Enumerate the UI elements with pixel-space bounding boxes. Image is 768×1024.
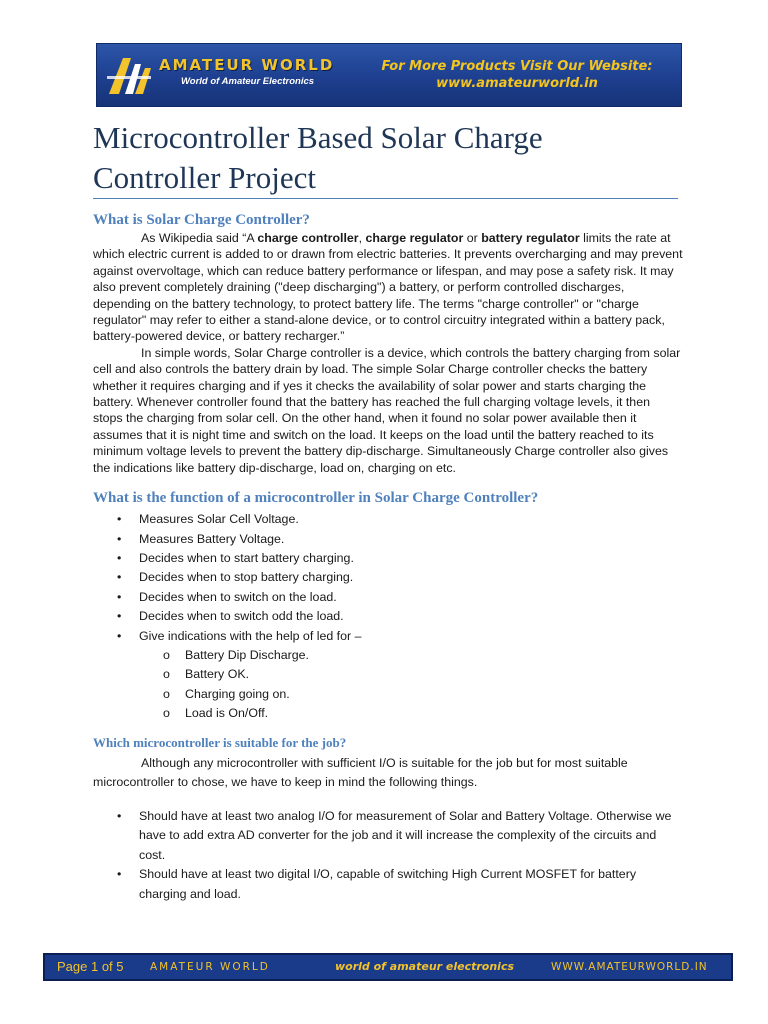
amateur-world-logo-icon bbox=[105, 54, 153, 98]
sublist-item bbox=[93, 665, 683, 684]
footer-url-link[interactable]: WWW.AMATEURWORLD.IN bbox=[551, 961, 708, 973]
paragraph-simple-words: In simple words, Solar Charge controller is a device, which controls the battery charging from solar cell and also controls the battery drain by load. The simple Solar Charge controller checks the battery whether it requires charging and if yes it checks the availability of solar power and starts charging the battery. Whenever controller found that the battery has reached the full charging voltage levels, it then stops the charging from solar cell. On the other hand, when it found no solar power available then it assumes that it is night time and switch on the load. It keeps on the load until the battery reached to its minimum voltage levels to prevent the battery dip-discharge. Simultaneously Charge controller also gives the indications like battery dip-discharge, load on, charging on etc. bbox=[93, 345, 681, 475]
page-number: Page 1 of 5 bbox=[57, 959, 124, 974]
list-item bbox=[93, 510, 683, 529]
list-item bbox=[93, 607, 683, 626]
sublist-item bbox=[93, 646, 683, 665]
circle-bullet-icon: o bbox=[163, 647, 170, 662]
paragraph-definition bbox=[93, 230, 683, 345]
list-item-text: Give indications with the help of led for – bbox=[139, 628, 362, 643]
footer-brand: AMATEUR WORLD bbox=[150, 961, 270, 973]
page-footer bbox=[43, 953, 733, 981]
list-item bbox=[93, 627, 683, 724]
list-item-text: Decides when to switch odd the load. bbox=[139, 609, 344, 624]
promo-url-link[interactable]: www.amateurworld.in bbox=[436, 76, 598, 91]
bullet-icon: • bbox=[117, 570, 122, 585]
text-span: or bbox=[463, 231, 482, 245]
page-title bbox=[93, 118, 693, 198]
bullet-icon: • bbox=[117, 589, 122, 604]
indication-sublist bbox=[93, 646, 683, 724]
bullet-icon: • bbox=[117, 531, 122, 546]
banner-brand: AMATEUR WORLD bbox=[159, 56, 335, 74]
sublist-item-text: Battery OK. bbox=[185, 667, 250, 682]
bullet-icon: • bbox=[117, 550, 122, 565]
function-list bbox=[93, 510, 683, 723]
list-item-text: Measures Battery Voltage. bbox=[139, 531, 285, 546]
bullet-icon: • bbox=[117, 867, 122, 882]
bold-term: charge controller bbox=[257, 231, 359, 245]
list-item-text: Should have at least two digital I/O, capable of switching High Current MOSFET for battery charging and load. bbox=[139, 867, 637, 901]
title-line-2: Controller Project bbox=[93, 160, 316, 195]
document-body bbox=[93, 210, 683, 904]
section-heading-which-mcu: Which microcontroller is suitable for the job? bbox=[93, 734, 347, 750]
paragraph-mcu-choice: Although any microcontroller with sufficient I/O is suitable for the job but for most suitable microcontroller to chose, we have to keep in mind the following things. bbox=[93, 755, 628, 790]
title-line-1: Microcontroller Based Solar Charge bbox=[93, 120, 543, 155]
list-item bbox=[93, 549, 683, 568]
text-span: As Wikipedia said “A bbox=[141, 231, 258, 245]
list-item-text: Decides when to start battery charging. bbox=[139, 550, 354, 565]
promo-line-1: For More Products Visit Our Website: bbox=[381, 59, 653, 74]
list-item bbox=[93, 530, 683, 549]
bullet-icon: • bbox=[117, 609, 122, 624]
bold-term: charge regulator bbox=[365, 231, 464, 245]
section-heading-what-is: What is Solar Charge Controller? bbox=[93, 212, 310, 228]
sublist-item bbox=[93, 685, 683, 704]
banner-promo bbox=[367, 58, 667, 92]
sublist-item-text: Battery Dip Discharge. bbox=[185, 647, 309, 662]
circle-bullet-icon: o bbox=[163, 686, 170, 701]
sublist-item-text: Charging going on. bbox=[185, 686, 290, 701]
bullet-icon: • bbox=[117, 512, 122, 527]
bullet-icon: • bbox=[117, 628, 122, 643]
list-item-text: Should have at least two analog I/O for measurement of Solar and Battery Voltage. Otherwise we have to add extra AD converter for the job and it will increase the complexity of the circuits and cost. bbox=[139, 808, 672, 862]
circle-bullet-icon: o bbox=[163, 667, 170, 682]
footer-tagline: world of amateur electronics bbox=[335, 960, 515, 973]
sublist-item-text: Load is On/Off. bbox=[185, 706, 269, 721]
title-divider bbox=[93, 198, 678, 199]
list-item-text: Decides when to stop battery charging. bbox=[139, 570, 354, 585]
bullet-icon: • bbox=[117, 808, 122, 823]
bold-term: battery regulator bbox=[481, 231, 580, 245]
list-item bbox=[93, 865, 683, 904]
list-item bbox=[93, 568, 683, 587]
sublist-item bbox=[93, 704, 683, 723]
list-item bbox=[93, 807, 683, 866]
requirements-list bbox=[93, 807, 683, 905]
text-span: limits the rate at which electric current is added to or drawn from electric batteries. It prevents overcharging and may prevent against overvoltage, which can reduce battery performance or lifespan, and may pose a safety risk. It may also prevent completely draining ("deep discharging") a battery, or perform controlled discharges, depending on the battery technology, to protect battery life. The terms "charge controller" or "charge regulator" may refer to either a stand-alone device, or to control circuitry integrated within a battery pack, battery-powered device, or battery recharger.” bbox=[93, 231, 683, 344]
list-item-text: Decides when to switch on the load. bbox=[139, 589, 337, 604]
list-item bbox=[93, 588, 683, 607]
text-span: , bbox=[358, 231, 366, 245]
circle-bullet-icon: o bbox=[163, 706, 170, 721]
banner-tagline: World of Amateur Electronics bbox=[181, 76, 315, 87]
header-banner bbox=[96, 43, 682, 107]
section-heading-function: What is the function of a microcontroller in Solar Charge Controller? bbox=[93, 490, 539, 507]
list-item-text: Measures Solar Cell Voltage. bbox=[139, 512, 299, 527]
